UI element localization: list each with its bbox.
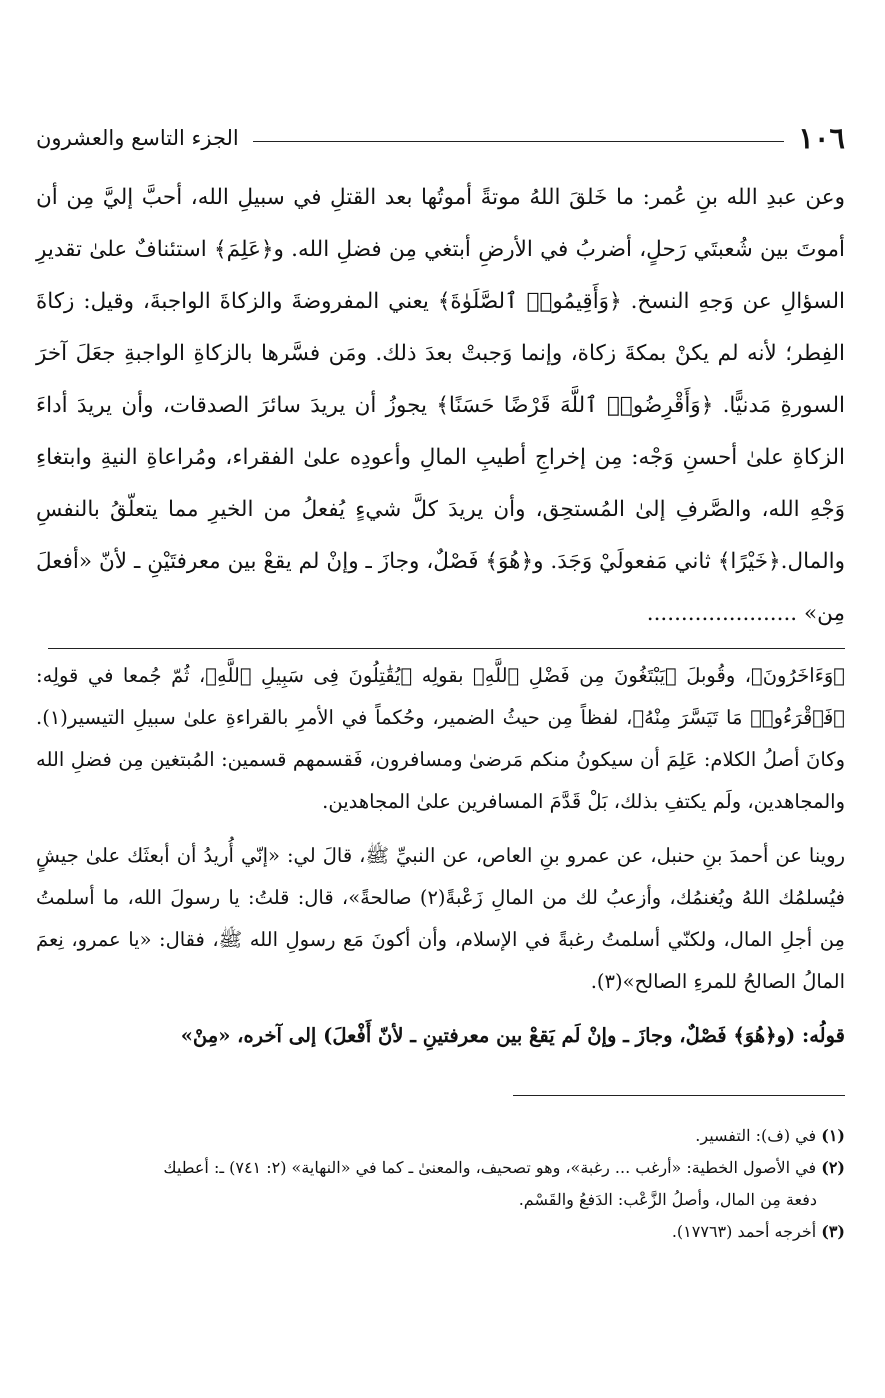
page-header (36, 118, 845, 158)
commentary-text (36, 655, 845, 1057)
footnote-number: (١) (821, 1126, 845, 1145)
commentary-paragraph: قولُه: (و﴿هُوَ﴾ فَصْلٌ، وجازَ ـ وإنْ لَم يَقعْ بين معرفتينِ ـ لأنّ أَفْعلَ) إلى آخره، «مِنْ» (180, 1024, 845, 1047)
commentary-paragraph: روينا عن أحمدَ بنِ حنبل، عن عمرو بنِ العاص، عن النبيِّ ﷺ، قالَ لي: «إنّي أُريدُ أن أبعثَك علىٰ جيشٍ فيُسلمُك اللهُ ويُغنمُك، وأزعبُ لك من المالِ زَعْبةً(٢) صالحةً»، قال: قلتُ: يا رسولَ الله، ما أسلمتُ مِن أجلِ المال، ولكنّي أسلمتُ رغبةً في الإسلام، وأن أكونَ مَع رسولِ الله ﷺ، فقال: «يا عمرو، نِعمَ المالُ الصالحُ للمرءِ الصالح»(٣). (36, 844, 845, 993)
footnotes (36, 1120, 845, 1248)
footnote-divider (513, 1095, 845, 1096)
footnote-text: أخرجه أحمد (١٧٧٦٣). (671, 1222, 817, 1241)
header-rule (253, 141, 785, 142)
footnote (36, 1216, 845, 1248)
footnote-text: في (ف): التفسير. (695, 1126, 817, 1145)
page-number: ١٠٦ (798, 121, 845, 155)
footnote-text: في الأصول الخطية: «أرغب ... رغبة»، وهو تصحيف، والمعنىٰ ـ كما في «النهاية» (٢: ٧٤١) ـ: أعطيك (163, 1158, 817, 1177)
running-title: الجزء التاسع والعشرون (36, 126, 239, 150)
main-text-divider (48, 648, 845, 649)
footnote-number: (٣) (821, 1222, 845, 1241)
main-text (36, 172, 845, 640)
main-paragraph: وعن عبدِ الله بنِ عُمر: ما خَلقَ اللهُ موتةً أموتُها بعد القتلِ في سبيلِ الله، أحبَّ إليَّ مِن أن أموتَ بين شُعبتَي رَحلٍ، أضربُ في الأرضِ أبتغي مِن فضلِ الله. و﴿عَلِمَ﴾ استئنافٌ علىٰ تقديرِ السؤالِ عن وَجهِ النسخ. ﴿وَأَقِيمُوا۟ ٱلصَّلَوٰةَ﴾ يعني المفروضةَ والزكاةَ الواجبةَ، وقيل: زكاةَ الفِطر؛ لأنه لم يكنْ بمكةَ زكاة، وإنما وَجبتْ بعدَ ذلك. ومَن فسَّرها بالزكاةِ الواجبةِ جعَلَ آخرَ السورةِ مَدنيًّا. ﴿وَأَقْرِضُوا۟ ٱللَّهَ قَرْضًا حَسَنًا﴾ يجوزُ أن يريدَ سائرَ الصدقات، وأن يريدَ أداءَ الزكاةِ علىٰ أحسنِ وَجْه: مِن إخراجِ أطيبِ المالِ وأعودِه علىٰ الفقراء، ومُراعاةِ النيةِ وابتغاءِ وَجْهِ الله، والصَّرفِ إلىٰ المُستحِق، وأن يريدَ كلَّ شيءٍ يُفعلُ من الخيرِ مما يتعلّقُ بالنفسِ والمال.﴿خَيْرًا﴾ ثاني مَفعولَيْ وَجَدَ. و﴿هُوَ﴾ فَصْلٌ، وجازَ ـ وإنْ لم يقعْ بين معرفتَيْنِ ـ لأنّ «أفعلَ مِن» ...................... (36, 185, 845, 626)
footnote (36, 1120, 845, 1152)
footnote-number: (٢) (821, 1158, 845, 1177)
footnote-continuation: دفعة مِن المال، وأصلُ الزَّعْب: الدَفعُ والقَسْم. (518, 1190, 817, 1209)
commentary-paragraph: ﴿وَءَاخَرُونَ﴾، وقُوبلَ ﴿يَبْتَغُونَ مِن فَضْلِ ٱللَّهِ﴾ بقولِه ﴿يُقَٰتِلُونَ فِى سَبِيلِ ٱللَّهِ﴾، ثُمّ جُمعا في قولِه: ﴿فَٱقْرَءُوا۟ مَا تَيَسَّرَ مِنْهُ﴾، لفظاً مِن حيثُ الضمير، وحُكماً في الأمرِ بالقراءةِ علىٰ سبيلِ التيسير(١). وكانَ أصلُ الكلام: عَلِمَ أن سيكونُ منكم مَرضىٰ ومسافرون، فَقسمهم قسمين: المُبتغين مِن فضلِ الله والمجاهدين، ولَم يكتفِ بذلك، بَلْ قَدَّمَ المسافرين علىٰ المجاهدين. (36, 664, 845, 813)
footnote (36, 1152, 845, 1184)
